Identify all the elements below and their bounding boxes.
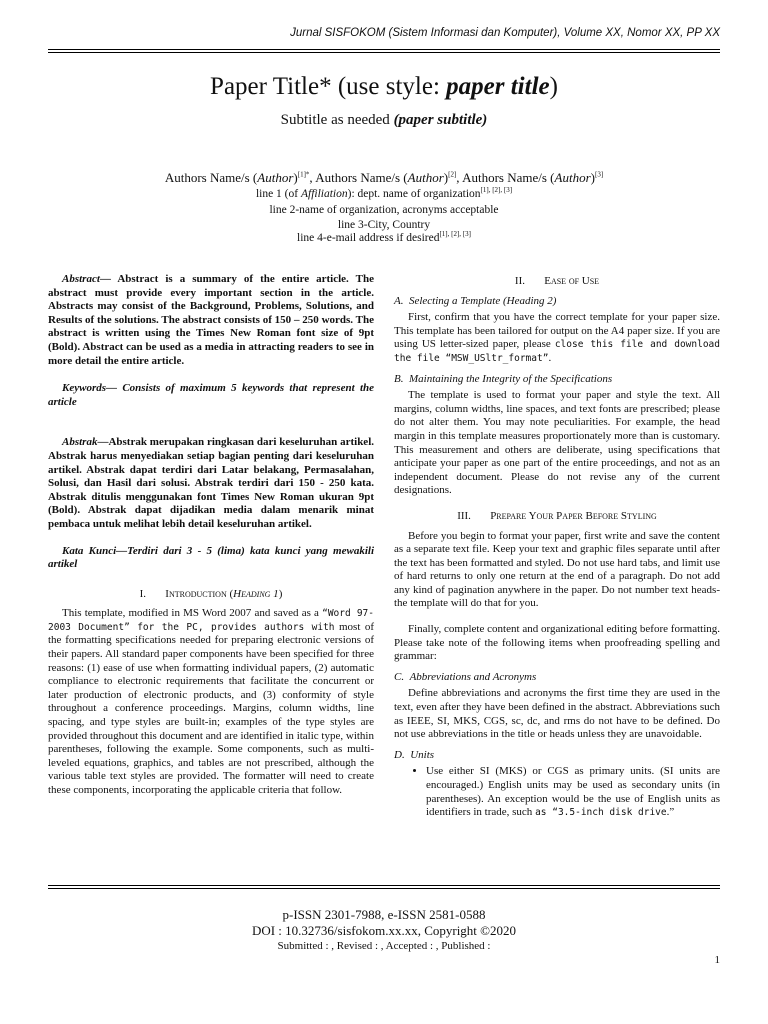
- page-number: 1: [714, 954, 720, 966]
- heading-selecting-template: A. Selecting a Template (Heading 2): [394, 294, 557, 307]
- left-column: [48, 273, 374, 798]
- affiliation-line-4: line 4-e-mail address if desired[1], [2], [3]: [297, 230, 471, 244]
- footer-rule: [48, 885, 720, 889]
- prepare-paragraph-1: Before you begin to format your paper, first write and save the content as a separate text file. Keep your text and graphic files separate until after the text has been formatted and styled. Do not use hard tabs, and limit use of hard returns to only one return at the end of a paragraph. Do not add any kind of pagination anywhere in the paper. Do not number text heads-the template will do that for you.: [394, 529, 720, 610]
- intro-paragraph: This template, modified in MS Word 2007 and saved as a “Word 97-2003 Document” for the PC, provides authors with most of the formatting specifications needed for preparing electronic versions of their papers. All standard paper components have been specified for three reasons: (1) ease of use when formatting individual papers, (2) automatic compliance to electronic requirements that facilitate the concurrent or later production of electronic products, and (3) conformity of style throughout a conference proceedings. Margins, column widths, line spacing, and type styles are built-in; examples of the type styles are provided throughout this document and are identified in italic type, within parentheses, following the example. Some components, such as multi-leveled equations, graphics, and tables are not prescribed, although the various table text styles are provided. The formatter will need to create these components, incorporating the applicable criteria that follow.: [48, 607, 374, 796]
- author-1: Authors Name/s (Author)$^{[1]*}$,: [164, 170, 316, 185]
- journal-header: Jurnal SISFOKOM (Sistem Informasi dan Komputer), Volume XX, Nomor XX, PP XX: [290, 27, 720, 39]
- abstract: Abstract— Abstract is a summary of the entire article. The abstract must provide every important section in the article. Abstracts may consist of the Background, Problems, Solutions, and Results of the solutions. The abstract consists of 150 – 250 words. The abstract is written using the Times New Roman font size of 9pt (Bold). Abstract can be used as a media in attracting readers to see in more detail the entire article.: [48, 273, 374, 367]
- footer-dates: Submitted : , Revised : , Accepted : , Published :: [277, 940, 491, 952]
- kata-kunci: Kata Kunci—Terdiri dari 3 - 5 (lima) kata kunci yang mewakili artikel: [48, 544, 374, 571]
- abbreviations-text: Define abbreviations and acronyms the first time they are used in the text, even after they have been defined in the abstract. Abbreviations such as IEEE, SI, MKS, CGS, sc, dc, and rms do not have to be defined. Do not use abbreviations in the title or heads unless they are unavoidable.: [394, 687, 720, 741]
- selecting-template-text: First, confirm that you have the correct template for your paper size. This template has been tailored for output on the A4 paper size. If you are using US letter-sized paper, please close this file and download the file “MSW_USltr_format”.: [394, 311, 720, 364]
- header-rule: [48, 49, 720, 53]
- affiliation-line-3: line 3-City, Country: [337, 219, 431, 231]
- integrity-text: The template is used to format your paper and style the text. All margins, column widths, line spaces, and text fonts are prescribed; please do not alter them. You may note peculiarities. For example, the head margin in this template measures proportionately more than is customary. This measurement and others are deliberate, using specifications that anticipate your paper as one part of the entire proceedings, and not as an independent document. Please do not revise any of the current designations.: [394, 389, 720, 497]
- author-line: [0, 170, 768, 186]
- units-list: [394, 765, 720, 819]
- heading-units: D. Units: [394, 748, 435, 761]
- heading-ease-of-use: II. Ease of Use: [514, 275, 600, 287]
- heading-prepare: III. Prepare Your Paper Before Styling: [457, 509, 657, 522]
- heading-introduction: I. Introduction (Heading 1): [139, 587, 283, 600]
- heading-abbreviations: C. Abbreviations and Acronyms: [394, 670, 537, 683]
- list-item: • Use either SI (MKS) or CGS as primary units. (SI units are encouraged.) English units may be used as secondary units (in parentheses). An exception would be the use of English units as identifiers in trade, such as “3.5-inch disk drive.”: [426, 765, 720, 819]
- affiliation-line-1: line 1 (of Affiliation): dept. name of organization[1], [2], [3]: [255, 186, 513, 200]
- affiliation-line-2: line 2-name of organization, acronyms acceptable: [269, 204, 499, 216]
- paper-subtitle: Subtitle as needed (paper subtitle): [280, 112, 488, 128]
- abstrak: Abstrak—Abstrak merupakan ringkasan dari keseluruhan artikel. Abstrak harus menyediakan setiap bagian penting dari keseluruhan artikel. Abstrak dapat terdiri dari Latar belakang, Permasalahan, Solusi, dan Hasil dari solusi. Abstrak terdiri dari 150 - 250 kata. Abstrak ditulis menggunakan font Times New Roman ukuran 9pt (Bold). Abstrak dapat dijadikan media dalam menarik minat pembaca untuk melihat lebih detail keseluruhan artikel.: [48, 436, 374, 530]
- heading-integrity: B. Maintaining the Integrity of the Specifications: [394, 372, 613, 385]
- keywords: Keywords— Consists of maximum 5 keywords that represent the article: [48, 382, 374, 408]
- footer-doi: DOI : 10.32736/sisfokom.xx.xx, Copyright ©2020: [251, 923, 517, 938]
- footer-issn: p-ISSN 2301-7988, e-ISSN 2581-0588: [282, 907, 486, 922]
- paper-title: Paper Title* (use style: paper title): [210, 73, 558, 100]
- prepare-paragraph-2: Finally, complete content and organizational editing before formatting. Please take note of the following items when proofreading spelling and grammar:: [394, 623, 720, 663]
- author-2: Authors Name/s (Author)[2],: [315, 170, 463, 185]
- author-3: Authors Name/s (Author)[3]: [462, 170, 604, 185]
- right-column: [394, 275, 720, 820]
